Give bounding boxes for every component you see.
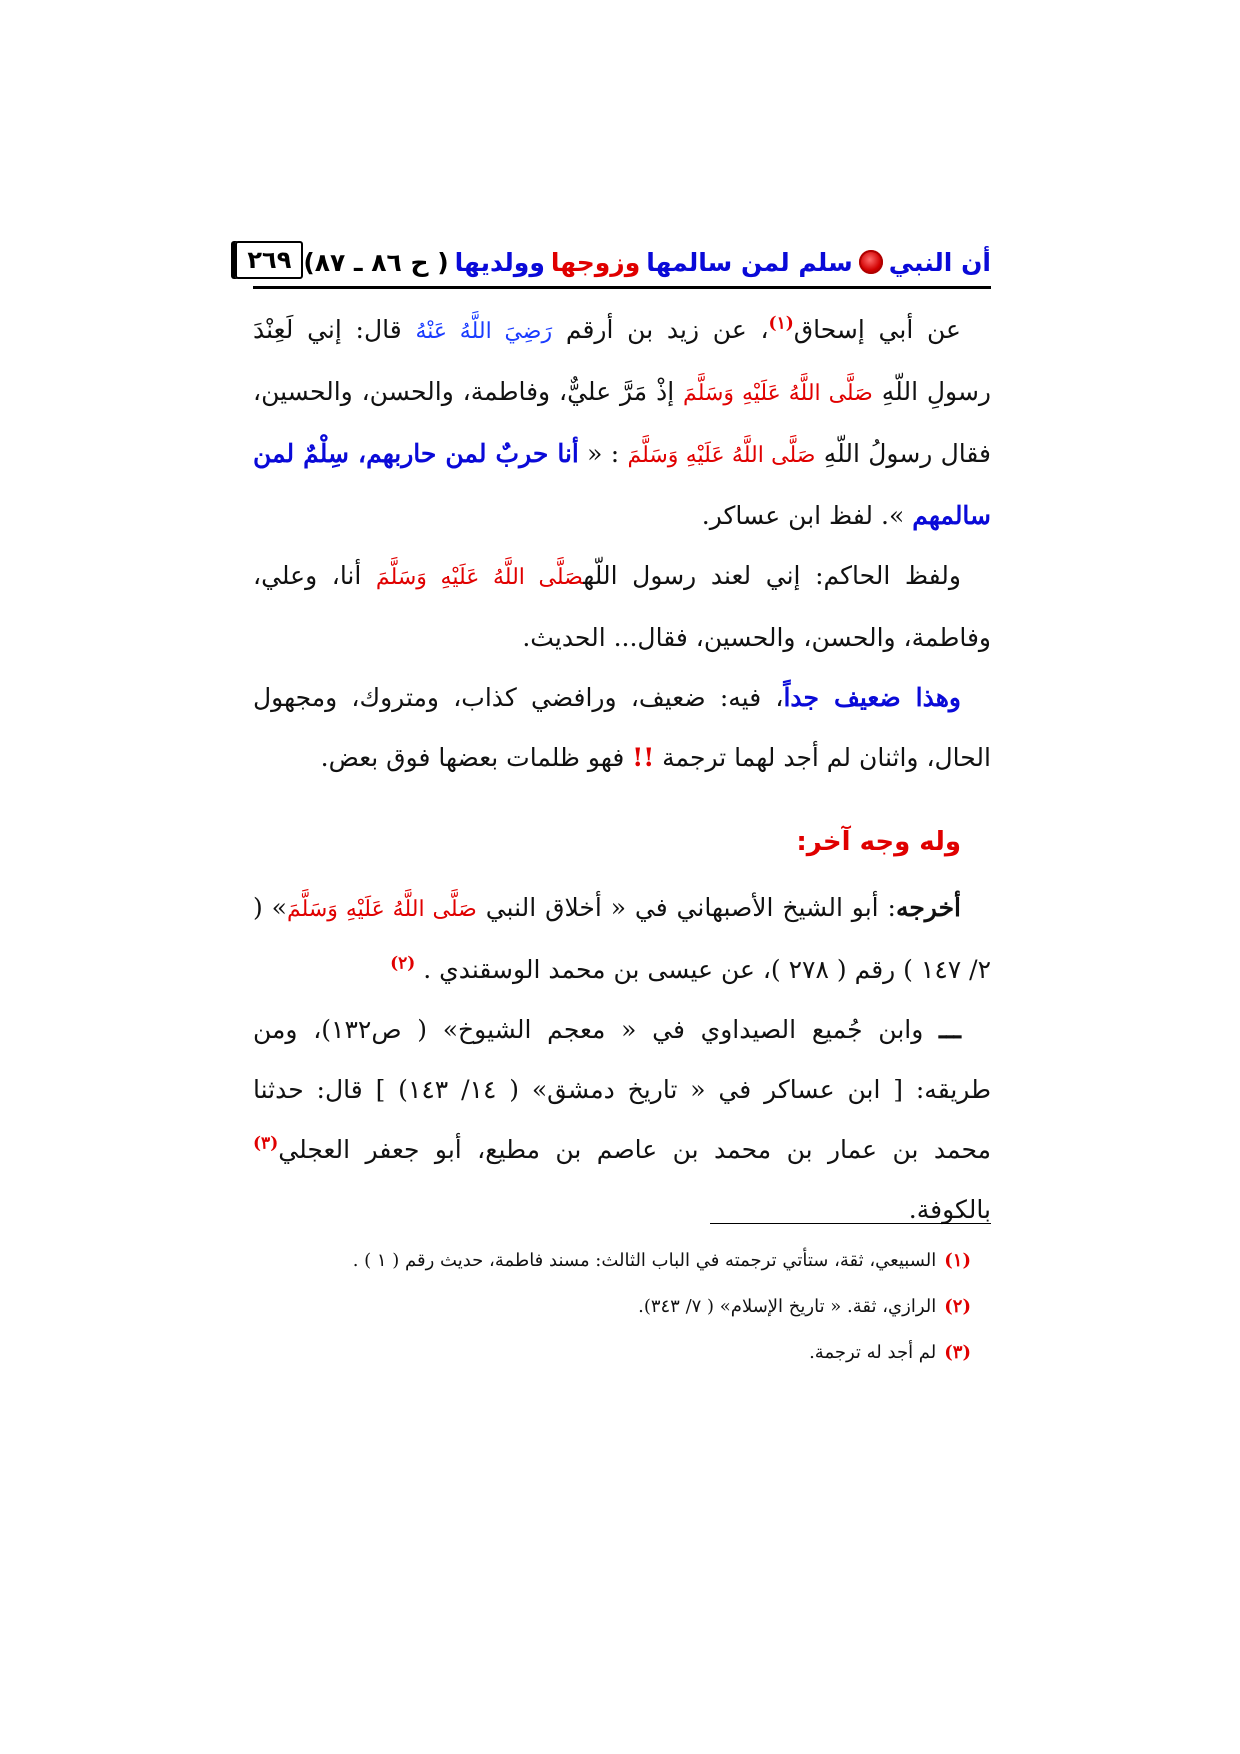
footnotes <box>253 1238 991 1376</box>
text: فهو ظلمات بعضها فوق بعض. <box>320 743 625 772</box>
footnote-ref-2: (٢) <box>390 953 416 974</box>
footnote <box>253 1330 991 1376</box>
footnote-divider <box>710 1223 991 1224</box>
text: عن أبي إسحاق <box>793 315 961 344</box>
footnote-text: السبيعي، ثقة، ستأتي ترجمته في الباب الثالث: مسند فاطمة، حديث رقم ( ١ ) . <box>352 1250 937 1271</box>
running-title <box>303 248 991 277</box>
exclamation: !! <box>632 743 655 772</box>
title-part-1: أن النبي <box>888 247 991 277</box>
text: » ( ٢/ ١٤٧ ) رقم ( ٢٧٨ )، عن عيسى بن محمد الوسقندي . <box>253 893 991 984</box>
footnote-number: (٢) <box>944 1296 971 1317</box>
salawat-icon <box>859 250 883 274</box>
paragraph-1 <box>253 300 991 546</box>
text: ، فيه: ضعيف، ورافضي كذاب، ومتروك، ومجهول الحال، واثنان لم أجد لهما ترجمة <box>253 683 991 772</box>
text: إذْ مَرَّ عليٌّ، وفاطمة، والحسن، والحسين، فقال رسولُ اللّهِ <box>253 377 991 468</box>
footnote-ref-1: (١) <box>768 313 794 334</box>
radiya-formula: رَضِيَ اللَّهُ عَنْهُ <box>415 319 553 344</box>
paragraph-3 <box>253 668 991 788</box>
dash: ـــ <box>939 1015 961 1044</box>
text: ، عن زيد بن أرقم <box>565 315 769 344</box>
footnote-number: (٣) <box>944 1342 971 1363</box>
title-part-2: سلم لمن سالمها <box>646 247 853 277</box>
page-number: ٢٦٩ <box>235 241 303 279</box>
paragraph-2 <box>253 546 991 668</box>
text: قال: إني لَعِنْدَ رسولِ اللّهِ <box>253 315 991 406</box>
hadith-text: أنا حربٌ لمن حاربهم، سِلْمٌ لمن سالمهم <box>253 439 991 530</box>
text: : « <box>587 439 620 468</box>
text: وابن جُميع الصيداوي في « معجم الشيوخ» ( ص١٣٢)، ومن طريقه: [ ابن عساكر في « تاريخ دمشق» ( ١٤/ ١٤٣) ] قال: حدثنا محمد بن عمار بن محمد بن عاصم بن مطيع، أبو جعفر العجلي <box>253 1015 991 1164</box>
text: ولفظ الحاكم: إني لعند رسول اللّه <box>583 561 961 590</box>
paragraph-5 <box>253 1000 991 1240</box>
text: ». لفظ ابن عساكر. <box>701 501 905 530</box>
title-part-3: وزوجها <box>550 247 641 277</box>
footnote-text: الرازي، ثقة. « تاريخ الإسلام» ( ٧/ ٣٤٣). <box>638 1296 937 1317</box>
text: أنا، وعلي، وفاطمة، والحسن، والحسين، فقال... الحديث. <box>253 561 991 652</box>
text: بالكوفة. <box>908 1195 991 1224</box>
text: : أبو الشيخ الأصبهاني في « أخلاق النبي <box>485 893 896 922</box>
footnote <box>253 1284 991 1330</box>
bold-lead: أخرجه <box>895 893 962 922</box>
footnote <box>253 1238 991 1284</box>
title-hadith-range: ( ح ٨٦ ـ ٨٧) <box>303 247 449 277</box>
section-heading: وله وجه آخر: <box>796 827 961 857</box>
salla-formula: صَلَّى اللَّهُ عَلَيْهِ وَسَلَّمَ <box>683 381 873 406</box>
salla-formula: صَلَّى اللَّهُ عَلَيْهِ وَسَلَّمَ <box>627 443 816 468</box>
salla-formula: صَلَّى اللَّهُ عَلَيْهِ وَسَلَّمَ <box>286 897 477 922</box>
main-text <box>253 300 991 1240</box>
footnote-ref-3: (٣) <box>253 1133 279 1154</box>
footnote-text: لم أجد له ترجمة. <box>809 1342 937 1363</box>
footnote-number: (١) <box>944 1250 971 1271</box>
paragraph-4 <box>253 878 991 1000</box>
title-part-4: وولديها <box>454 247 545 277</box>
page-header <box>247 238 991 289</box>
grading-text: وهذا ضعيف جداً <box>783 683 961 712</box>
salla-formula: صَلَّى اللَّهُ عَلَيْهِ وَسَلَّمَ <box>375 565 584 590</box>
